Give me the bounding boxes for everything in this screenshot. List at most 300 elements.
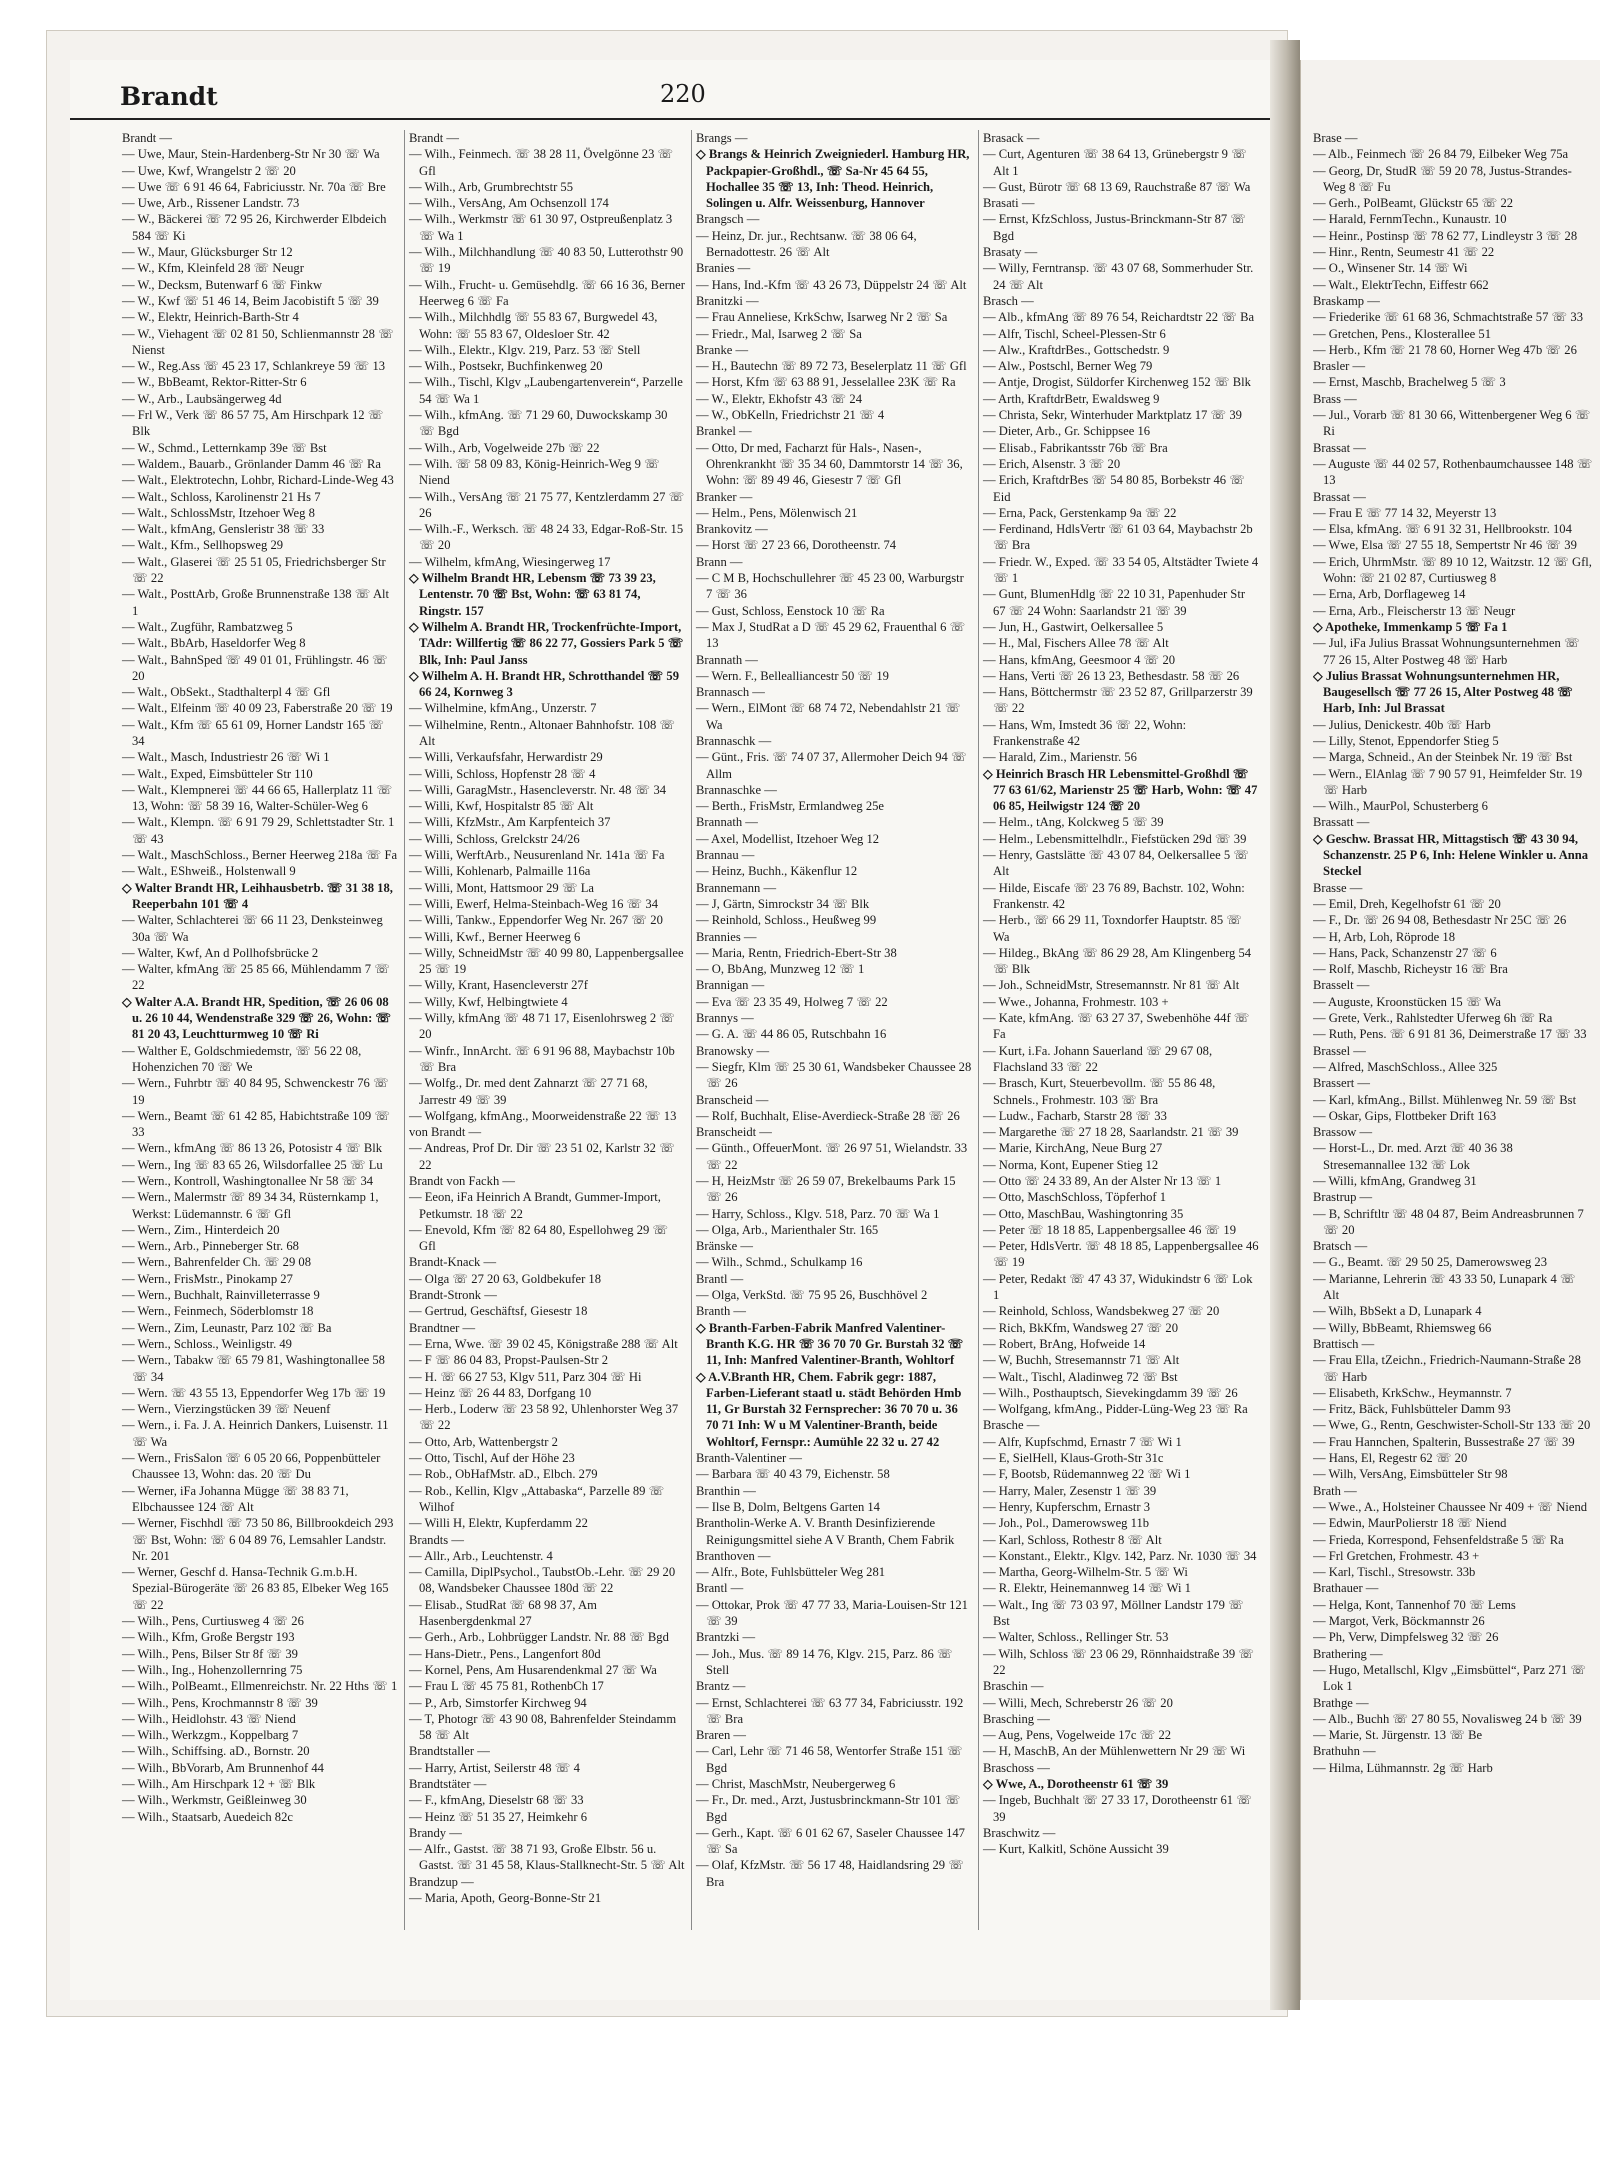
facing-page-column xyxy=(1313,130,1593,1930)
directory-entry: — Marga, Schneid., An der Steinbek Nr. 19 ☏ Bst xyxy=(1313,750,1573,765)
directory-entry: Brantl — xyxy=(696,1271,744,1286)
directory-entry: — Otto, Tischl, Auf der Höhe 23 xyxy=(409,1451,575,1466)
directory-entry: Brasch — xyxy=(983,293,1034,308)
directory-entry: — Wilh., Postsekr, Buchfinkenweg 20 xyxy=(409,359,603,374)
directory-entry: — Herb., Loderw ☏ 23 58 92, Uhlenhorster Weg 37 ☏ 22 xyxy=(409,1402,679,1433)
directory-entry: — Robert, BrAng, Hofweide 14 xyxy=(983,1336,1146,1351)
directory-entry: — Walt., Klempn. ☏ 6 91 79 29, Schlettstadter Str. 1 ☏ 43 xyxy=(122,815,395,846)
directory-entry: — Wilh., Feinmech. ☏ 38 28 11, Övelgönne 23 ☏ Gfl xyxy=(409,147,674,178)
directory-entry: — Heinz, Dr. jur., Rechtsanw. ☏ 38 06 64, Bernadottestr. 26 ☏ Alt xyxy=(696,228,917,260)
directory-entry: — R. Elektr, Heinemannweg 14 ☏ Wi 1 xyxy=(983,1581,1191,1596)
directory-entry: — Peter ☏ 18 18 85, Lappenbergsallee 46 ☏ 19 xyxy=(983,1222,1237,1237)
directory-entry: — Willy, Kwf, Helbingtwiete 4 xyxy=(409,994,568,1009)
directory-entry: — Walt., ElektrTechn, Eiffestr 662 xyxy=(1313,277,1489,292)
directory-entry: — F., kfmAng, Dieselstr 68 ☏ 33 xyxy=(409,1793,584,1808)
directory-entry: — Joh., SchneidMstr, Stresemannstr. Nr 81 ☏ Alt xyxy=(983,978,1240,993)
directory-entry: — Erna, Wwe. ☏ 39 02 45, Königstraße 288 ☏ Alt xyxy=(409,1336,678,1351)
directory-entry: Branke — xyxy=(696,342,749,357)
directory-entry: — Willi, Kohlenarb, Palmaille 116a xyxy=(409,864,591,879)
directory-entry: — T, Photogr ☏ 43 90 08, Bahrenfelder Steindamm 58 ☏ Alt xyxy=(409,1711,677,1743)
directory-entry: — Wern., Bahrenfelder Ch. ☏ 29 08 xyxy=(122,1255,312,1270)
page-header xyxy=(70,78,1270,120)
directory-entry: — Wern., FrisSalon ☏ 6 05 20 66, Poppenbütteler Chaussee 13, Wohn: das. 20 ☏ Du xyxy=(122,1451,381,1482)
directory-entry: — W, Buchh, Stresemannstr 71 ☏ Alt xyxy=(983,1353,1180,1368)
directory-entry: — Hans, Verti ☏ 26 13 23, Bethesdastr. 58 ☏ 26 xyxy=(983,668,1240,683)
directory-entry: — Wern., Schloss., Weinligstr. 49 xyxy=(122,1336,292,1351)
directory-entry: — Werner, Fischhdl ☏ 73 50 86, Billbrookdeich 293 ☏ Bst, Wohn: ☏ 6 04 89 76, Lemsahler Landstr. Nr. 201 xyxy=(122,1516,394,1563)
directory-entry: — Walt., ObSekt., Stadthalterpl 4 ☏ Gfl xyxy=(122,685,331,700)
directory-entry: — G. A. ☏ 44 86 05, Rutschbahn 16 xyxy=(696,1027,887,1042)
directory-entry: — Henry, Kupferschm, Ernastr 3 xyxy=(983,1499,1151,1514)
directory-entry: Branth-Valentiner — xyxy=(696,1451,802,1466)
directory-entry: — Wilh., MaurPol, Schusterberg 6 xyxy=(1313,799,1488,814)
directory-entry: — Wilh., Arb, Vogelweide 27b ☏ 22 xyxy=(409,440,600,455)
directory-entry: — Fritz, Bäck, Fuhlsbütteler Damm 93 xyxy=(1313,1402,1511,1417)
directory-entry: — Walt., MaschSchloss., Berner Heerweg 218a ☏ Fa xyxy=(122,848,398,863)
directory-entry: — Helga, Kont, Tannenhof 70 ☏ Lems xyxy=(1313,1597,1516,1612)
directory-entry: — Wilh., Schiffsing. aD., Bornstr. 20 xyxy=(122,1744,310,1759)
directory-entry: — Kurt, Kalkitl, Schöne Aussicht 39 xyxy=(983,1842,1169,1857)
directory-entry: Brassatt — xyxy=(1313,815,1370,830)
directory-entry: Brandzup — xyxy=(409,1874,474,1889)
directory-entry: — Alfred, MaschSchloss., Allee 325 xyxy=(1313,1059,1498,1074)
directory-entry: — Konstant., Elektr., Klgv. 142, Parz. Nr. 1030 ☏ 34 xyxy=(983,1548,1257,1563)
directory-entry: — Wilh., Frucht- u. Gemüsehdlg. ☏ 66 16 36, Berner Heerweg 6 ☏ Fa xyxy=(409,277,685,308)
directory-entry: — Ingeb, Buchhalt ☏ 27 33 17, Dorotheenstr 61 ☏ 39 xyxy=(983,1793,1252,1824)
directory-entry: — Otto ☏ 24 33 89, An der Alster Nr 13 ☏ 1 xyxy=(983,1174,1222,1188)
directory-entry: — Kornel, Pens, Am Husarendenkmal 27 ☏ Wa xyxy=(409,1662,657,1677)
directory-entry: — Wilh., Pens, Bilser Str 8f ☏ 39 xyxy=(122,1646,298,1661)
directory-entry: — Maria, Rentn, Friedrich-Ebert-Str 38 xyxy=(696,945,897,960)
directory-entry: Brath — xyxy=(1313,1483,1357,1498)
directory-entry: — Erich, KraftdrBes ☏ 54 80 85, Borbekstr 46 ☏ Eid xyxy=(983,473,1245,504)
directory-entry: — Edwin, MaurPolierstr 18 ☏ Niend xyxy=(1313,1516,1507,1531)
directory-entry: — E, SielHell, Klaus-Groth-Str 31c xyxy=(983,1451,1164,1466)
directory-entry: — Wilh., Schmd., Schulkamp 16 xyxy=(696,1255,863,1270)
directory-entry: — Willi, Schloss, Hopfenstr 28 ☏ 4 xyxy=(409,766,596,781)
directory-entry: — Walt., BahnSped ☏ 49 01 01, Frühlingstr. 46 ☏ 20 xyxy=(122,652,388,683)
directory-entry: ◇ Walter Brandt HR, Leihhausbetrb. ☏ 31 38 18, Reeperbahn 101 ☏ 4 xyxy=(122,880,393,911)
directory-entry: Brannaschke — xyxy=(696,782,777,797)
directory-entry: — Eva ☏ 23 35 49, Holweg 7 ☏ 22 xyxy=(696,994,888,1009)
directory-entry: — Willi, kfmAng, Grandweg 31 xyxy=(1313,1174,1477,1188)
directory-entry: Brasack — xyxy=(983,131,1040,145)
directory-entry: — Wern., Arb., Pinneberger Str. 68 xyxy=(122,1239,299,1254)
directory-entry: — Willi, KfzMstr., Am Karpfenteich 37 xyxy=(409,815,611,830)
directory-entry: — Wilh, Schloss ☏ 23 06 29, Rönnhaidstraße 39 ☏ 22 xyxy=(983,1646,1255,1677)
directory-entry: — Alb., Buchh ☏ 27 80 55, Novalisweg 24 b ☏ 39 xyxy=(1313,1711,1582,1726)
directory-entry: — Wern., Ing ☏ 83 65 26, Wilsdorfallee 25 ☏ Lu xyxy=(122,1157,383,1172)
directory-entry: — Reinhold, Schloss., Heußweg 99 xyxy=(696,913,877,928)
directory-entry: — W., Reg.Ass ☏ 45 23 17, Schlankreye 59 ☏ 13 xyxy=(122,359,386,374)
directory-entry: — Willi, Kwf., Berner Heerweg 6 xyxy=(409,929,581,944)
directory-entry: — Joh., Mus. ☏ 89 14 76, Klgv. 215, Parz. 86 ☏ Stell xyxy=(696,1646,953,1677)
directory-entry: — W., Bäckerei ☏ 72 95 26, Kirchwerder Elbdeich 584 ☏ Ki xyxy=(122,212,387,243)
directory-entry: — Wern., kfmAng ☏ 86 13 26, Potosistr 4 ☏ Blk xyxy=(122,1141,383,1156)
directory-entry: — Walt., Ing ☏ 73 03 97, Möllner Landstr 179 ☏ Bst xyxy=(983,1597,1244,1629)
directory-entry: — B, Schriftltr ☏ 48 04 87, Beim Andreasbrunnen 7 ☏ 20 xyxy=(1313,1206,1584,1237)
directory-entry: — Walt., EShweiß., Holstenwall 9 xyxy=(122,864,296,879)
directory-entry: — Rolf, Buchhalt, Elise-Averdieck-Straße 28 ☏ 26 xyxy=(696,1108,960,1123)
directory-entry: — Alfr, Tischl, Scheel-Plessen-Str 6 xyxy=(983,326,1166,341)
directory-entry: — Waldem., Bauarb., Grönlander Damm 46 ☏ Ra xyxy=(122,456,381,471)
directory-entry: — Horst ☏ 27 23 66, Dorotheenstr. 74 xyxy=(696,538,897,553)
directory-entry: Branitzki — xyxy=(696,293,759,308)
directory-entry: Brasati — xyxy=(983,196,1035,211)
directory-entry: — Alfr, Kupfschmd, Ernastr 7 ☏ Wi 1 xyxy=(983,1434,1182,1449)
directory-entry: Brandt — xyxy=(409,131,460,145)
directory-entry: — Frau Hannchen, Spalterin, Bussestraße 27 ☏ 39 xyxy=(1313,1434,1575,1449)
directory-entry: — Gust, Schloss, Eenstock 10 ☏ Ra xyxy=(696,603,885,618)
directory-entry: — Alw., Postschl, Berner Weg 79 xyxy=(983,359,1153,374)
directory-entry: — Helm., Pens, Mölenwisch 21 xyxy=(696,505,858,520)
directory-entry: — Willy, Krant, Hasencleverstr 27f xyxy=(409,978,588,993)
directory-entry: — Gertrud, Geschäftsf, Giesestr 18 xyxy=(409,1304,588,1319)
directory-entry: — Walt., kfmAng, Gensleristr 38 ☏ 33 xyxy=(122,522,325,537)
directory-entry: — Friederike ☏ 61 68 36, Schmachtstraße 57 ☏ 33 xyxy=(1313,310,1584,325)
directory-entry: Brannau — xyxy=(696,848,755,863)
directory-entry: — Christa, Sekr, Winterhuder Marktplatz 17 ☏ 39 xyxy=(983,408,1242,423)
directory-entry: — Wilh., Werkmstr ☏ 61 30 97, Ostpreußenplatz 3 ☏ Wa 1 xyxy=(409,212,673,243)
directory-entry: — W., Elektr, Heinrich-Barth-Str 4 xyxy=(122,310,299,325)
directory-entry: Brasse — xyxy=(1313,880,1363,895)
directory-entry: — Hilde, Eiscafe ☏ 23 76 89, Bachstr. 102, Wohn: Frankenstr. 42 xyxy=(983,880,1245,911)
directory-entry: — Wolfgang, kfmAng., Pidder-Lüng-Weg 23 ☏ Ra xyxy=(983,1402,1248,1417)
directory-entry: — Karl, Tischl., Stresowstr. 33b xyxy=(1313,1565,1476,1580)
directory-entry: — Dieter, Arb., Gr. Schippsee 16 xyxy=(983,424,1151,439)
directory-entry: — Ruth, Pens. ☏ 6 91 81 36, Deimerstraße 17 ☏ 33 xyxy=(1313,1027,1587,1042)
directory-entry: — Helm., tAng, Kolckweg 5 ☏ 39 xyxy=(983,815,1164,830)
directory-entry: Brassat — xyxy=(1313,440,1366,455)
directory-entry: — G., Beamt. ☏ 29 50 25, Damerowsweg 23 xyxy=(1313,1255,1548,1270)
directory-entry: — Werner, iFa Johanna Mügge ☏ 38 83 71, Elbchaussee 124 ☏ Alt xyxy=(122,1483,349,1514)
directory-entry: Brasching — xyxy=(983,1711,1050,1726)
directory-entry: — Alw., KraftdrBes., Gottschedstr. 9 xyxy=(983,342,1170,357)
directory-entry: — Heinz, Buchh., Käkenflur 12 xyxy=(696,864,858,879)
directory-entry: — Martha, Georg-Wilhelm-Str. 5 ☏ Wi xyxy=(983,1565,1188,1580)
directory-entry: — Elisab., StudRat ☏ 68 98 37, Am Hasenbergdenkmal 27 xyxy=(409,1597,597,1629)
directory-entry: ◇ Wwe, A., Dorotheenstr 61 ☏ 39 xyxy=(983,1776,1169,1791)
directory-entry: — Walt., Tischl, Aladinweg 72 ☏ Bst xyxy=(983,1369,1178,1384)
directory-entry: Brannigan — xyxy=(696,978,765,993)
directory-entry: — Gretchen, Pens., Klosterallee 51 xyxy=(1313,326,1492,341)
directory-entry: — Willi, Mont, Hattsmoor 29 ☏ La xyxy=(409,880,595,895)
directory-entry: — Wilh.-F., Werksch. ☏ 48 24 33, Edgar-Roß-Str. 15 ☏ 20 xyxy=(409,522,684,553)
directory-entry: — Walt., Masch, Industriestr 26 ☏ Wi 1 xyxy=(122,750,330,765)
directory-entry: Brasler — xyxy=(1313,359,1366,374)
directory-entry: — O, BbAng, Munzweg 12 ☏ 1 xyxy=(696,962,865,977)
directory-entry: — Harry, Maler, Zesenstr 1 ☏ 39 xyxy=(983,1483,1157,1498)
directory-entry: — Wilhelm, kfmAng, Wiesingerweg 17 xyxy=(409,554,611,569)
directory-entry: — Wern., Feinmech, Söderblomstr 18 xyxy=(122,1304,314,1319)
directory-entry: Brassow — xyxy=(1313,1125,1373,1140)
directory-entry: — Walt., Kfm ☏ 65 61 09, Horner Landstr 165 ☏ 34 xyxy=(122,717,385,748)
directory-entry: — Harald, Zim., Marienstr. 56 xyxy=(983,750,1137,765)
directory-entry: — Auguste ☏ 44 02 57, Rothenbaumchaussee 148 ☏ 13 xyxy=(1313,456,1593,488)
directory-entry: — Wilh., Elektr., Klgv. 219, Parz. 53 ☏ Stell xyxy=(409,342,641,357)
directory-entry: — Oskar, Gips, Flottbeker Drift 163 xyxy=(1313,1108,1497,1123)
directory-entry: — Hans, kfmAng, Geesmoor 4 ☏ 20 xyxy=(983,652,1176,667)
directory-entry: — Hugo, Metallschl, Klgv „Eimsbüttel“, Parz 271 ☏ Lok 1 xyxy=(1313,1662,1587,1694)
directory-entry: — Alb., Feinmech ☏ 26 84 79, Eilbeker Weg 75a xyxy=(1313,147,1569,162)
directory-entry: — Willi, GaragMstr., Hasencleverstr. Nr. 48 ☏ 34 xyxy=(409,782,667,797)
running-head: Brandt xyxy=(120,82,218,111)
directory-entry: — Camilla, DiplPsychol., TaubstOb.-Lehr. ☏ 29 20 08, Wandsbeker Chaussee 180d ☏ 22 xyxy=(409,1565,676,1596)
directory-entry: — Walter, Schlachterei ☏ 66 11 23, Denksteinweg 30a ☏ Wa xyxy=(122,913,383,944)
directory-entry: Brastrup — xyxy=(1313,1190,1373,1205)
directory-entry: — Marie, St. Jürgenstr. 13 ☏ Be xyxy=(1313,1728,1483,1743)
directory-entry: — Ernst, Maschb, Brachelweg 5 ☏ 3 xyxy=(1313,375,1506,390)
directory-entry: — Wern., Vierzingstücken 39 ☏ Neuenf xyxy=(122,1402,331,1417)
directory-entry: — Wilh., Milchhdlg ☏ 55 83 67, Burgwedel 43, Wohn: ☏ 55 83 67, Oldesloer Str. 42 xyxy=(409,310,658,341)
directory-entry: — Walt., BbArb, Haseldorfer Weg 8 xyxy=(122,636,306,651)
directory-entry: — Frl W., Verk ☏ 86 57 75, Am Hirschpark 12 ☏ Blk xyxy=(122,408,384,439)
directory-entry: — Wwe., Johanna, Frohmestr. 103 + xyxy=(983,994,1169,1009)
directory-entry: — Karl, Schloss, Rothestr 8 ☏ Alt xyxy=(983,1532,1162,1547)
directory-entry: — Hildeg., BkAng ☏ 86 29 28, Am Klingenberg 54 ☏ Blk xyxy=(983,945,1252,977)
directory-entry: Braschoss — xyxy=(983,1760,1050,1775)
directory-entry: Braschwitz — xyxy=(983,1825,1056,1840)
directory-columns xyxy=(118,130,1268,1930)
directory-entry: — Karl, kfmAng., Billst. Mühlenweg Nr. 59 ☏ Bst xyxy=(1313,1092,1577,1107)
directory-entry: — Elisabeth, KrkSchw., Heymannstr. 7 xyxy=(1313,1385,1512,1400)
directory-entry: Branscheid — xyxy=(696,1092,769,1107)
directory-entry: — Frau L ☏ 45 75 81, RothenbCh 17 xyxy=(409,1679,604,1694)
directory-entry: — Friedr., Mal, Isarweg 2 ☏ Sa xyxy=(696,326,862,341)
directory-entry: — Andreas, Prof Dr. Dir ☏ 23 51 02, Karlstr 32 ☏ 22 xyxy=(409,1141,675,1172)
directory-entry: — Hans, El, Regestr 62 ☏ 20 xyxy=(1313,1451,1468,1466)
directory-entry: Brannath — xyxy=(696,815,758,830)
directory-entry: — Arth, KraftdrBetr, Ewaldsweg 9 xyxy=(983,391,1160,406)
directory-entry: — Joh., Pol., Damerowsweg 11b xyxy=(983,1516,1150,1531)
directory-entry: — Wilh., Tischl, Klgv „Laubengartenverein“, Parzelle 54 ☏ Wa 1 xyxy=(409,375,683,406)
directory-entry: — Willy, BbBeamt, Rhiemsweg 66 xyxy=(1313,1320,1492,1335)
column-4 xyxy=(979,130,1266,1930)
directory-entry: — Auguste, Kroonstücken 15 ☏ Wa xyxy=(1313,994,1501,1009)
directory-entry: — Hilma, Lühmannstr. 2g ☏ Harb xyxy=(1313,1760,1493,1775)
directory-entry: — Uwe, Arb., Rissener Landstr. 73 xyxy=(122,196,300,211)
directory-entry: — Walt., Elektrotechn, Lohbr, Richard-Linde-Weg 43 xyxy=(122,473,394,488)
directory-entry: — Olga, Arb., Marienthaler Str. 165 xyxy=(696,1222,879,1237)
directory-entry: Brase — xyxy=(1313,131,1358,145)
directory-entry: — Ferdinand, HdlsVertr ☏ 61 03 64, Maybachstr 2b ☏ Bra xyxy=(983,522,1253,553)
directory-entry: — Ernst, KfzSchloss, Justus-Brinckmann-Str 87 ☏ Bgd xyxy=(983,212,1247,243)
directory-entry: Brangsch — xyxy=(696,212,760,227)
directory-entry: — Wilh., VersAng ☏ 21 75 77, Kentzlerdamm 27 ☏ 26 xyxy=(409,489,685,520)
directory-entry: Brandy — xyxy=(409,1825,462,1840)
directory-entry: — Uwe ☏ 6 91 46 64, Fabriciusstr. Nr. 70a ☏ Bre xyxy=(122,179,386,194)
directory-entry: — W., BbBeamt, Rektor-Ritter-Str 6 xyxy=(122,375,307,390)
directory-entry: — W., Decksm, Butenwarf 6 ☏ Finkw xyxy=(122,277,323,292)
directory-entry: — Willi, WerftArb., Neusurenland Nr. 141a ☏ Fa xyxy=(409,848,665,863)
directory-entry: — Wilhelmine, kfmAng., Unzerstr. 7 xyxy=(409,701,597,716)
directory-entry: — Wilh., Ing., Hohenzollernring 75 xyxy=(122,1662,303,1677)
directory-entry: — Eeon, iFa Heinrich A Brandt, Gummer-Import, Petkumstr. 18 ☏ 22 xyxy=(409,1190,661,1221)
directory-entry: — Hans-Dietr., Pens., Langenfort 80d xyxy=(409,1646,601,1661)
directory-entry: Branth — xyxy=(696,1304,747,1319)
directory-entry: Brannaschk — xyxy=(696,733,772,748)
directory-entry: — Heinz ☏ 51 35 27, Heimkehr 6 xyxy=(409,1809,588,1824)
directory-entry: — Wolfg., Dr. med dent Zahnarzt ☏ 27 71 68, Jarrestr 49 ☏ 39 xyxy=(409,1076,648,1107)
directory-entry: Branowsky — xyxy=(696,1043,770,1058)
directory-entry: ◇ Geschw. Brassat HR, Mittagstisch ☏ 43 30 94, Schanzenstr. 25 P 6, Inh: Helene Winkler u. Anna Steckel xyxy=(1313,831,1589,879)
directory-entry: — Willy, Ferntransp. ☏ 43 07 68, Sommerhuder Str. 24 ☏ Alt xyxy=(983,261,1254,292)
directory-entry: — Ludw., Facharb, Starstr 28 ☏ 33 xyxy=(983,1108,1167,1123)
directory-entry: — W., Kwf ☏ 51 46 14, Beim Jacobistift 5 ☏ 39 xyxy=(122,293,379,308)
directory-entry: Brathering — xyxy=(1313,1646,1383,1661)
directory-entry: Brandt von Fackh — xyxy=(409,1174,515,1188)
directory-entry: — Wern. F., Bellealliancestr 50 ☏ 19 xyxy=(696,668,889,683)
directory-entry: — F ☏ 86 04 83, Propst-Paulsen-Str 2 xyxy=(409,1353,609,1368)
directory-entry: Braren — xyxy=(696,1728,747,1743)
directory-entry: ◇ Wilhelm Brandt HR, Lebensm ☏ 73 39 23, Lentenstr. 70 ☏ Bst, Wohn: ☏ 63 81 74, Ringstr. 157 xyxy=(409,571,656,618)
directory-entry: — Max J, StudRat a D ☏ 45 29 62, Frauenthal 6 ☏ 13 xyxy=(696,619,966,651)
directory-entry: — Harald, FernmTechn., Kunaustr. 10 xyxy=(1313,212,1507,227)
directory-entry: — Olga, VerkStd. ☏ 75 95 26, Buschhövel 2 xyxy=(696,1288,928,1303)
directory-entry: — W., Schmd., Letternkamp 39e ☏ Bst xyxy=(122,440,327,455)
directory-entry: — W., Elektr, Ekhofstr 43 ☏ 24 xyxy=(696,391,863,406)
directory-entry: — Norma, Kont, Eupener Stieg 12 xyxy=(983,1157,1159,1172)
directory-entry: — Wwe, Elsa ☏ 27 55 18, Sempertstr Nr 46 ☏ 39 xyxy=(1313,538,1577,553)
directory-entry: — Margarethe ☏ 27 18 28, Saarlandstr. 21 ☏ 39 xyxy=(983,1125,1239,1140)
directory-entry: Brattisch — xyxy=(1313,1336,1375,1351)
directory-entry: — J, Gärtn, Simrockstr 34 ☏ Blk xyxy=(696,896,870,911)
directory-entry: — Enevold, Kfm ☏ 82 64 80, Espellohweg 29 ☏ Gfl xyxy=(409,1222,669,1254)
directory-entry: — Rolf, Maschb, Richeystr 16 ☏ Bra xyxy=(1313,962,1508,977)
directory-entry: Brathuhn — xyxy=(1313,1744,1376,1759)
directory-entry: Bränske — xyxy=(696,1239,754,1254)
directory-entry: — H. ☏ 66 27 53, Klgv 511, Parz 304 ☏ Hi xyxy=(409,1369,642,1384)
directory-entry: — Wilh., BbVorarb, Am Brunnenhof 44 xyxy=(122,1760,324,1775)
directory-entry: — Harry, Schloss., Klgv. 518, Parz. 70 ☏ Wa 1 xyxy=(696,1206,940,1221)
directory-entry: Brassel — xyxy=(1313,1043,1366,1058)
directory-entry: — Wilh., Pens, Krochmannstr 8 ☏ 39 xyxy=(122,1695,318,1710)
directory-entry: ◇ Brangs & Heinrich Zweigniederl. Hamburg HR, Packpapier-Großhdl., ☏ Sa-Nr 45 64 55, Hochallee 35 ☏ 13, Inh: Theod. Heinrich, Solingen u. Alfr. Weissenburg, Hannover xyxy=(696,147,970,211)
directory-entry: — Hans, Böttchermstr ☏ 23 52 87, Grillparzerstr 39 ☏ 22 xyxy=(983,685,1253,716)
directory-entry: — Willi, Verkaufsfahr, Herwardistr 29 xyxy=(409,750,603,765)
directory-entry: — Otto, MaschSchloss, Töpferhof 1 xyxy=(983,1190,1167,1205)
directory-entry: — Wern., Buchhalt, Rainvilleterrasse 9 xyxy=(122,1288,320,1303)
directory-entry: — Willi, Schloss, Grelckstr 24/26 xyxy=(409,831,580,846)
directory-entry: — H, MaschB, An der Mühlenwettern Nr 29 ☏ Wi xyxy=(983,1744,1246,1759)
directory-entry: — Kurt, i.Fa. Johann Sauerland ☏ 29 67 08, Flachsland 33 ☏ 22 xyxy=(983,1043,1213,1074)
directory-entry: — Horst, Kfm ☏ 63 88 91, Jesselallee 23K ☏ Ra xyxy=(696,375,956,390)
directory-entry: — Walt., PosttArb, Große Brunnenstraße 138 ☏ Alt 1 xyxy=(122,587,390,618)
directory-entry: — Olaf, KfzMstr. ☏ 56 17 48, Haidlandsring 29 ☏ Bra xyxy=(696,1858,964,1889)
directory-entry: — Ottokar, Prok ☏ 47 77 33, Maria-Louisen-Str 121 ☏ 39 xyxy=(696,1597,968,1629)
directory-entry: Brass — xyxy=(1313,391,1357,406)
directory-entry: — Walt., Glaserei ☏ 25 51 05, Friedrichsberger Str ☏ 22 xyxy=(122,554,386,586)
directory-entry: — Wilh., VersAng, Am Ochsenzoll 174 xyxy=(409,196,609,211)
directory-entry: — Hinr., Rentn, Seumestr 41 ☏ 22 xyxy=(1313,245,1495,260)
directory-entry: Brannys — xyxy=(696,1011,754,1026)
directory-entry: Brannemann — xyxy=(696,880,777,895)
directory-entry: — Erna, Pack, Gerstenkamp 9a ☏ 22 xyxy=(983,505,1177,520)
directory-entry: — Wern., Fuhrbtr ☏ 40 84 95, Schwenckestr 76 ☏ 19 xyxy=(122,1076,389,1107)
directory-entry: Brassert — xyxy=(1313,1076,1371,1091)
directory-entry: — Marie, KirchAng, Neue Burg 27 xyxy=(983,1141,1163,1156)
directory-entry: — Ilse B, Dolm, Beltgens Garten 14 xyxy=(696,1499,880,1514)
directory-entry: — Walt., Elfeinm ☏ 40 09 23, Faberstraße 20 ☏ 19 xyxy=(122,701,393,716)
directory-entry: Brandtstäter — xyxy=(409,1776,487,1791)
directory-entry: — Christ, MaschMstr, Neubergerweg 6 xyxy=(696,1776,896,1791)
directory-entry: Branthin — xyxy=(696,1483,756,1498)
directory-entry: Brasaty — xyxy=(983,245,1038,260)
directory-entry: — Georg, Dr, StudR ☏ 59 20 78, Justus-Strandes-Weg 8 ☏ Fu xyxy=(1313,163,1572,194)
directory-entry: — Fr., Dr. med., Arzt, Justusbrinckmann-Str 101 ☏ Bgd xyxy=(696,1793,961,1824)
directory-entry: Brannasch — xyxy=(696,685,765,700)
directory-entry: — Gerh., Arb., Lohbrügger Landstr. Nr. 88 ☏ Bgd xyxy=(409,1630,669,1645)
directory-entry: — O., Winsener Str. 14 ☏ Wi xyxy=(1313,261,1468,276)
directory-entry: — Barbara ☏ 40 43 79, Eichenstr. 58 xyxy=(696,1467,890,1482)
directory-entry: ◇ Apotheke, Immenkamp 5 ☏ Fa 1 xyxy=(1313,619,1508,634)
directory-entry: — Otto, Arb, Wattenbergstr 2 xyxy=(409,1434,558,1449)
directory-entry: — Wilh., Milchhandlung ☏ 40 83 50, Lutterothstr 90 ☏ 19 xyxy=(409,245,684,276)
directory-entry: — Friedr. W., Exped. ☏ 33 54 05, Altstädter Twiete 4 ☏ 1 xyxy=(983,554,1259,586)
directory-entry: — Gerh., PolBeamt, Glückstr 65 ☏ 22 xyxy=(1313,196,1514,211)
directory-entry: — Frieda, Korrespond, Fehsenfeldstraße 5 ☏ Ra xyxy=(1313,1532,1564,1547)
directory-entry: — H, HeizMstr ☏ 26 59 07, Brekelbaums Park 15 ☏ 26 xyxy=(696,1174,956,1205)
directory-entry: — Willi H, Elektr, Kupferdamm 22 xyxy=(409,1516,588,1531)
directory-entry: — Wilh., PolBeamt., Ellmenreichstr. Nr. 22 Hths ☏ 1 xyxy=(122,1679,398,1694)
directory-entry: — Wern., Beamt ☏ 61 42 85, Habichtstraße 109 ☏ 33 xyxy=(122,1108,391,1140)
directory-entry: Brasche — xyxy=(983,1418,1040,1433)
directory-entry: — Günth., OffeuerMont. ☏ 26 97 51, Wielandstr. 33 ☏ 22 xyxy=(696,1141,968,1172)
directory-entry: — Ph, Verw, Dimpfelsweg 32 ☏ 26 xyxy=(1313,1630,1499,1645)
directory-entry: — Erich, Alsenstr. 3 ☏ 20 xyxy=(983,456,1121,471)
directory-entry: — Willi, Tankw., Eppendorfer Weg Nr. 267 ☏ 20 xyxy=(409,913,663,928)
directory-entry: Brandts — xyxy=(409,1532,464,1547)
directory-entry: — Wilh., Posthauptsch, Sievekingdamm 39 ☏ 26 xyxy=(983,1385,1238,1400)
directory-entry: — W., Maur, Glücksburger Str 12 xyxy=(122,245,293,260)
directory-entry: — Hans, Wm, Imstedt 36 ☏ 22, Wohn: Frankenstraße 42 xyxy=(983,717,1187,748)
directory-entry: — Wern., i. Fa. J. A. Heinrich Dankers, Luisenstr. 11 ☏ Wa xyxy=(122,1418,389,1449)
directory-entry: — Peter, HdlsVertr. ☏ 48 18 85, Lappenbergsallee 46 ☏ 19 xyxy=(983,1239,1259,1270)
directory-entry: — Willi, Mech, Schreberstr 26 ☏ 20 xyxy=(983,1695,1173,1710)
facing-page-edge xyxy=(1300,60,1600,2000)
directory-entry: ◇ Walter A.A. Brandt HR, Spedition, ☏ 26 06 08 u. 26 10 44, Wendenstraße 329 ☏ 26, Wohn: ☏ 81 20 43, Leuchtturmweg 10 ☏ Ri xyxy=(122,994,392,1042)
directory-entry: — Otto, MaschBau, Washingtonring 35 xyxy=(983,1206,1184,1221)
directory-entry: Braschin — xyxy=(983,1679,1044,1694)
directory-entry: — Wilh., Arb, Grumbrechtstr 55 xyxy=(409,179,574,194)
directory-entry: — Willy, kfmAng ☏ 48 71 17, Eisenlohrsweg 2 ☏ 20 xyxy=(409,1011,676,1042)
directory-entry: — Wern., Zim., Hinterdeich 20 xyxy=(122,1222,280,1237)
directory-entry: — Alb., kfmAng ☏ 89 76 54, Reichardtstr 22 ☏ Ba xyxy=(983,310,1255,325)
directory-entry: — Aug, Pens, Vogelweide 17c ☏ 22 xyxy=(983,1728,1172,1743)
directory-entry: — Berth., FrisMstr, Ermlandweg 25e xyxy=(696,799,885,814)
directory-entry: — Wilhelmine, Rentn., Altonaer Bahnhofstr. 108 ☏ Alt xyxy=(409,717,676,748)
directory-entry: — Willi, Ewerf, Helma-Steinbach-Weg 16 ☏ 34 xyxy=(409,896,659,911)
directory-entry: — Wern., Tabakw ☏ 65 79 81, Washingtonallee 58 ☏ 34 xyxy=(122,1353,385,1384)
directory-entry: — Walt., Zugführ, Rambatzweg 5 xyxy=(122,619,293,634)
directory-entry: — Wwe., A., Holsteiner Chaussee Nr 409 + ☏ Niend xyxy=(1313,1499,1588,1514)
directory-entry: Brandtner — xyxy=(409,1320,476,1335)
directory-entry: — F., Dr. ☏ 26 94 08, Bethesdastr Nr 25C ☏ 26 xyxy=(1313,913,1567,928)
directory-entry: — Gerh., Kapt. ☏ 6 01 62 67, Saseler Chaussee 147 ☏ Sa xyxy=(696,1825,965,1857)
directory-entry: — W., ObKelln, Friedrichstr 21 ☏ 4 xyxy=(696,408,885,423)
directory-entry: — Wern., ElMont ☏ 68 74 72, Nebendahlstr 21 ☏ Wa xyxy=(696,701,961,732)
directory-entry: — Heinr., Postinsp ☏ 78 62 77, Lindleystr 3 ☏ 28 xyxy=(1313,228,1578,243)
directory-page xyxy=(70,60,1270,2000)
directory-entry: — Wolfgang, kfmAng., Moorweidenstraße 22 ☏ 13 xyxy=(409,1108,677,1123)
directory-entry: Branscheidt — xyxy=(696,1125,772,1140)
directory-entry: — Walt., SchlossMstr, Itzehoer Weg 8 xyxy=(122,505,315,520)
directory-entry: — Siegfr, Klm ☏ 25 30 61, Wandsbeker Chaussee 28 ☏ 26 xyxy=(696,1059,972,1091)
directory-entry: — H, Arb, Loh, Röprode 18 xyxy=(1313,929,1456,944)
directory-entry: Brasselt — xyxy=(1313,978,1370,993)
directory-entry: — Erich, UhrmMstr. ☏ 89 10 12, Waitzstr. 12 ☏ Gfl, Wohn: ☏ 21 02 87, Curtiusweg 8 xyxy=(1313,554,1592,586)
directory-entry: — Frl Gretchen, Frohmestr. 43 + xyxy=(1313,1548,1480,1563)
